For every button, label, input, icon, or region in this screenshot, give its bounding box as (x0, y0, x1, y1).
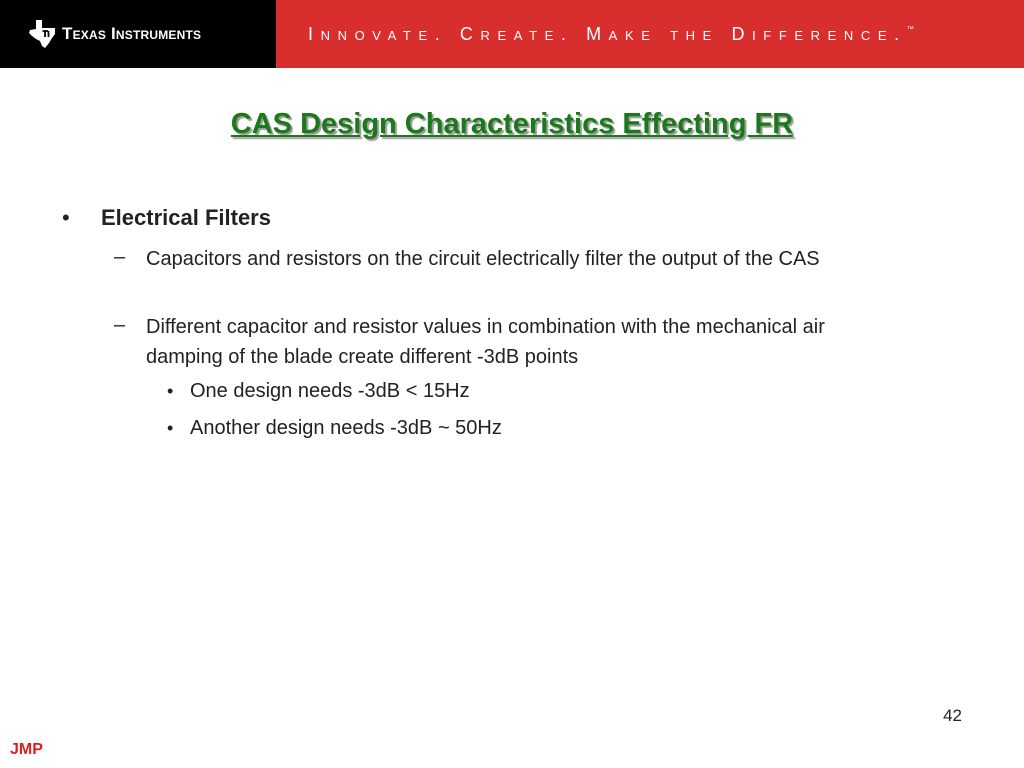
sub-bullet-capacitors: Capacitors and resistors on the circuit electrically filter the output of the CAS (146, 248, 820, 270)
sub-sub-bullet-design-15hz: One design needs -3dB < 15Hz (190, 380, 470, 402)
sub-bullet-marker: – (114, 246, 126, 268)
company-name: Texas Instruments (62, 24, 202, 43)
bullet-marker: • (62, 205, 70, 230)
sub-bullet-marker: – (114, 314, 126, 336)
sub-sub-bullet-design-50hz: Another design needs -3dB ~ 50Hz (190, 417, 502, 439)
bullet-electrical-filters: Electrical Filters (101, 205, 271, 230)
tagline-text: Innovate. Create. Make the Difference. (308, 23, 907, 44)
page-number: 42 (943, 706, 962, 725)
sub-sub-bullet-marker: • (167, 381, 174, 401)
sub-bullet-different-values: Different capacitor and resistor values in combination with the mechanical air damping of the blade create different -3dB points (146, 316, 825, 368)
author-initials: JMP (10, 741, 43, 758)
trademark-symbol: ™ (906, 25, 914, 33)
sub-sub-bullet-marker: • (167, 418, 174, 438)
slide-title: CAS Design Characteristics Effecting FR (230, 108, 794, 140)
